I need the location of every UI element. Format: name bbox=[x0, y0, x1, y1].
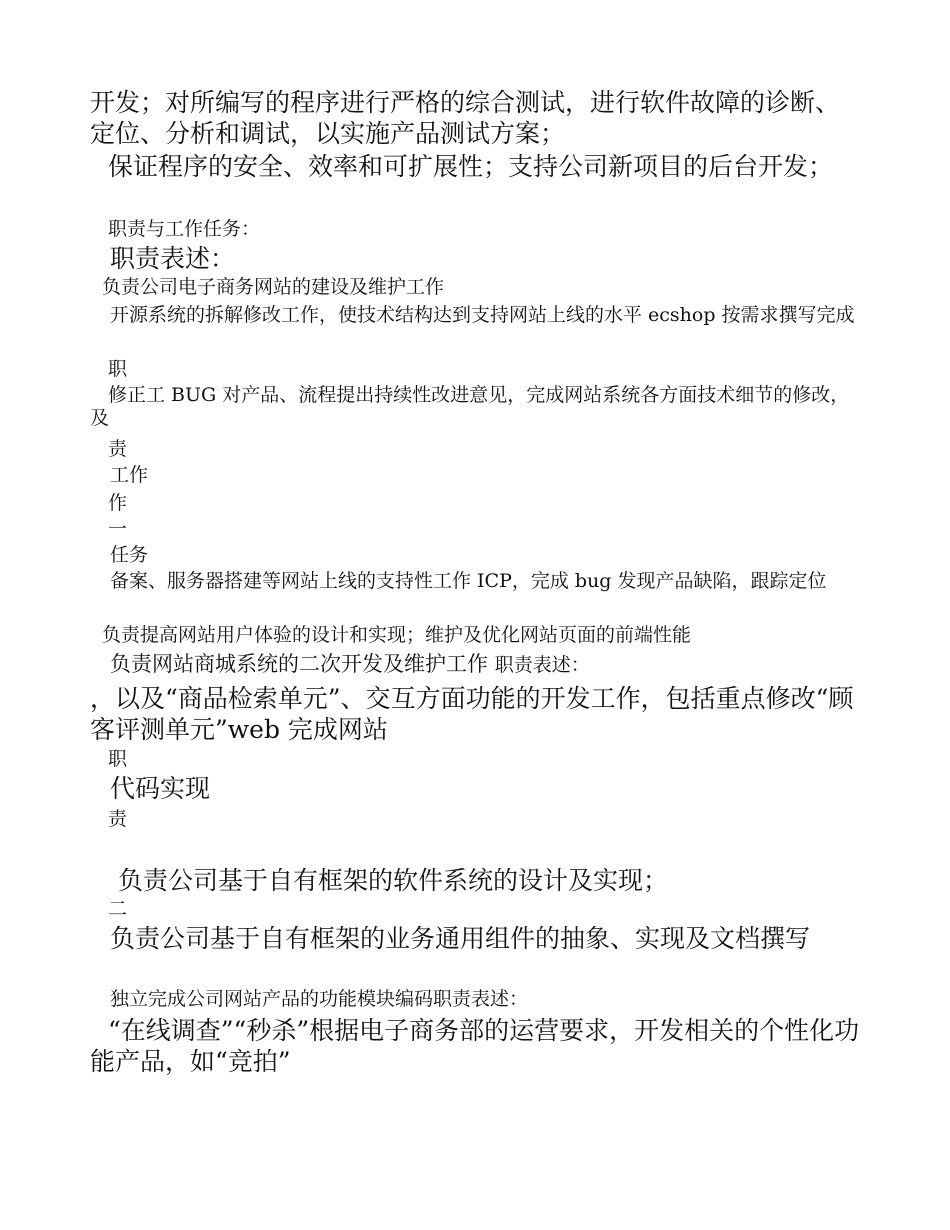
label-code-implementation: 代码实现 bbox=[110, 774, 211, 803]
paragraph-ecommerce-site: 负责公司电子商务网站的建设及维护工作 bbox=[102, 276, 445, 298]
paragraph-security: 保证程序的安全、效率和可扩展性；支持公司新项目的后台开发； bbox=[108, 152, 834, 181]
label-ze-2: 责 bbox=[108, 808, 128, 830]
paragraph-search-unit: ，以及“商品检索单元”、交互方面功能的开发工作，包括重点修改“顾客评测单元”web 完成网站 bbox=[90, 684, 854, 744]
paragraph-business-components: 负责公司基于自有框架的业务通用组件的抽象、实现及文档撰写 bbox=[110, 924, 811, 953]
paragraph-personalized-products: “在线调查”“秒杀”根据电子商务部的运营要求，开发相关的个性化功能产品，如“竞拍” bbox=[90, 1016, 860, 1076]
mall-system-text: 负责网站商城系统的二次开发及维护工作 bbox=[110, 652, 488, 676]
label-zhi-2: 职 bbox=[108, 748, 128, 770]
paragraph-open-source: 开源系统的拆解修改工作，使技术结构达到支持网站上线的水平 ecshop 按需求撰写完成 bbox=[110, 304, 855, 326]
label-ze-1: 责 bbox=[108, 438, 128, 460]
paragraph-software-system: 负责公司基于自有框架的软件系统的设计及实现； bbox=[118, 866, 669, 895]
paragraph-icp-filing: 备案、服务器搭建等网站上线的支持性工作 ICP，完成 bug 发现产品缺陷，跟踪定位 bbox=[110, 570, 827, 592]
label-zuo: 作 bbox=[108, 492, 128, 514]
label-renwu: 任务 bbox=[110, 544, 149, 566]
label-zhi-1: 职 bbox=[108, 358, 128, 380]
label-er: 二 bbox=[108, 898, 128, 920]
heading-duties-tasks: 职责与工作任务： bbox=[108, 218, 261, 240]
paragraph-mall-system bbox=[90, 652, 860, 678]
label-gongzuo: 工作 bbox=[110, 464, 149, 486]
label-yi: 一 bbox=[108, 518, 128, 540]
paragraph-user-experience: 负责提高网站用户体验的设计和实现；维护及优化网站页面的前端性能 bbox=[102, 624, 692, 646]
paragraph-module-coding: 独立完成公司网站产品的功能模块编码职责表述： bbox=[110, 988, 529, 1010]
paragraph-testing: 开发；对所编写的程序进行严格的综合测试，进行软件故障的诊断、定位、分析和调试，以实施产品测试方案； bbox=[90, 88, 841, 148]
paragraph-bug-fix: 修正工 BUG 对产品、流程提出持续性改进意见，完成网站系统各方面技术细节的修改，及 bbox=[90, 384, 850, 430]
heading-duty-statement-1: 职责表述： bbox=[110, 244, 236, 273]
heading-duty-statement-2: 职责表述： bbox=[494, 654, 590, 676]
